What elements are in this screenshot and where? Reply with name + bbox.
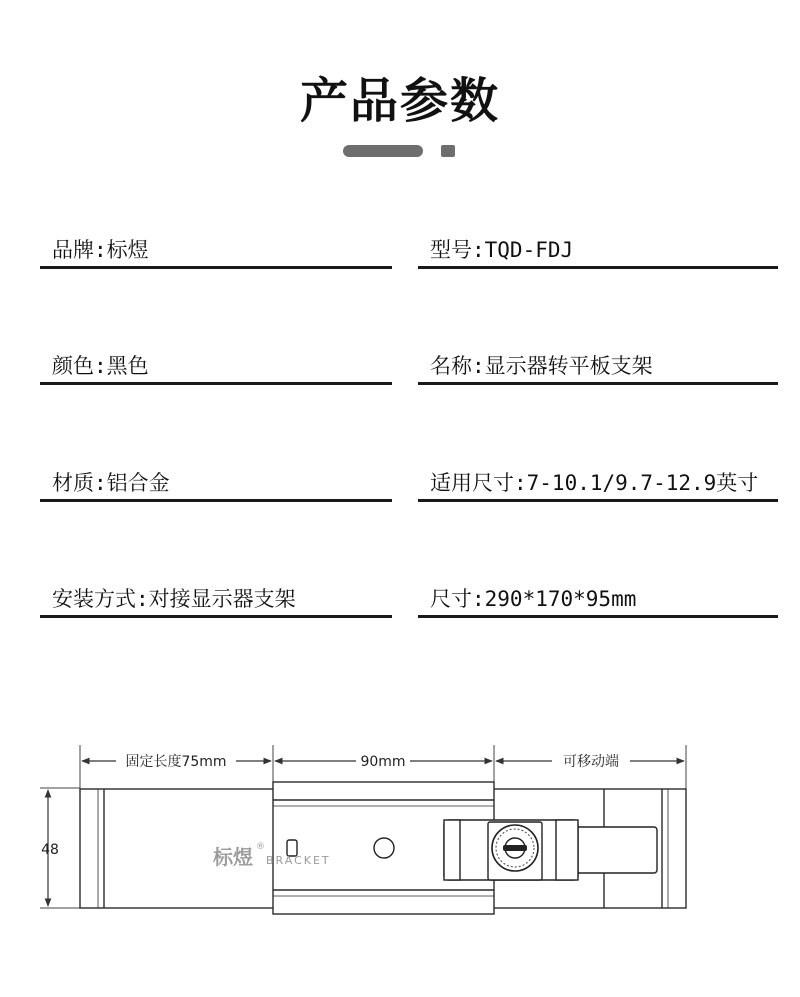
logo-cn: 标煜 (213, 845, 253, 869)
dim-middle-label: 90mm (360, 754, 406, 770)
lock-knob-icon (492, 825, 538, 871)
spec-dimensions: 尺寸:290*170*95mm (418, 585, 778, 618)
logo-registered-mark: ® (256, 842, 265, 852)
spec-material: 材质:铝合金 (40, 469, 392, 502)
logo-en: BRACKET (266, 854, 331, 867)
spec-brand: 品牌:标煜 (40, 236, 392, 269)
spec-size-range: 适用尺寸:7-10.1/9.7-12.9英寸 (418, 469, 778, 502)
spec-install: 安装方式:对接显示器支架 (40, 585, 392, 618)
spec-color: 颜色:黑色 (40, 352, 392, 385)
spec-name: 名称:显示器转平板支架 (418, 352, 778, 385)
dim-fixed-label: 固定长度75mm (125, 754, 227, 770)
dim-movable-label: 可移动端 (563, 754, 619, 770)
spec-model: 型号:TQD-FDJ (418, 236, 778, 269)
dim-height-label: 48 (41, 842, 59, 858)
bracket-dimension-diagram (0, 740, 800, 940)
lock-assembly (444, 820, 657, 880)
title-decoration-bar (343, 145, 423, 157)
title-decoration-dot (441, 145, 455, 157)
page-title: 产品参数 (299, 73, 500, 129)
